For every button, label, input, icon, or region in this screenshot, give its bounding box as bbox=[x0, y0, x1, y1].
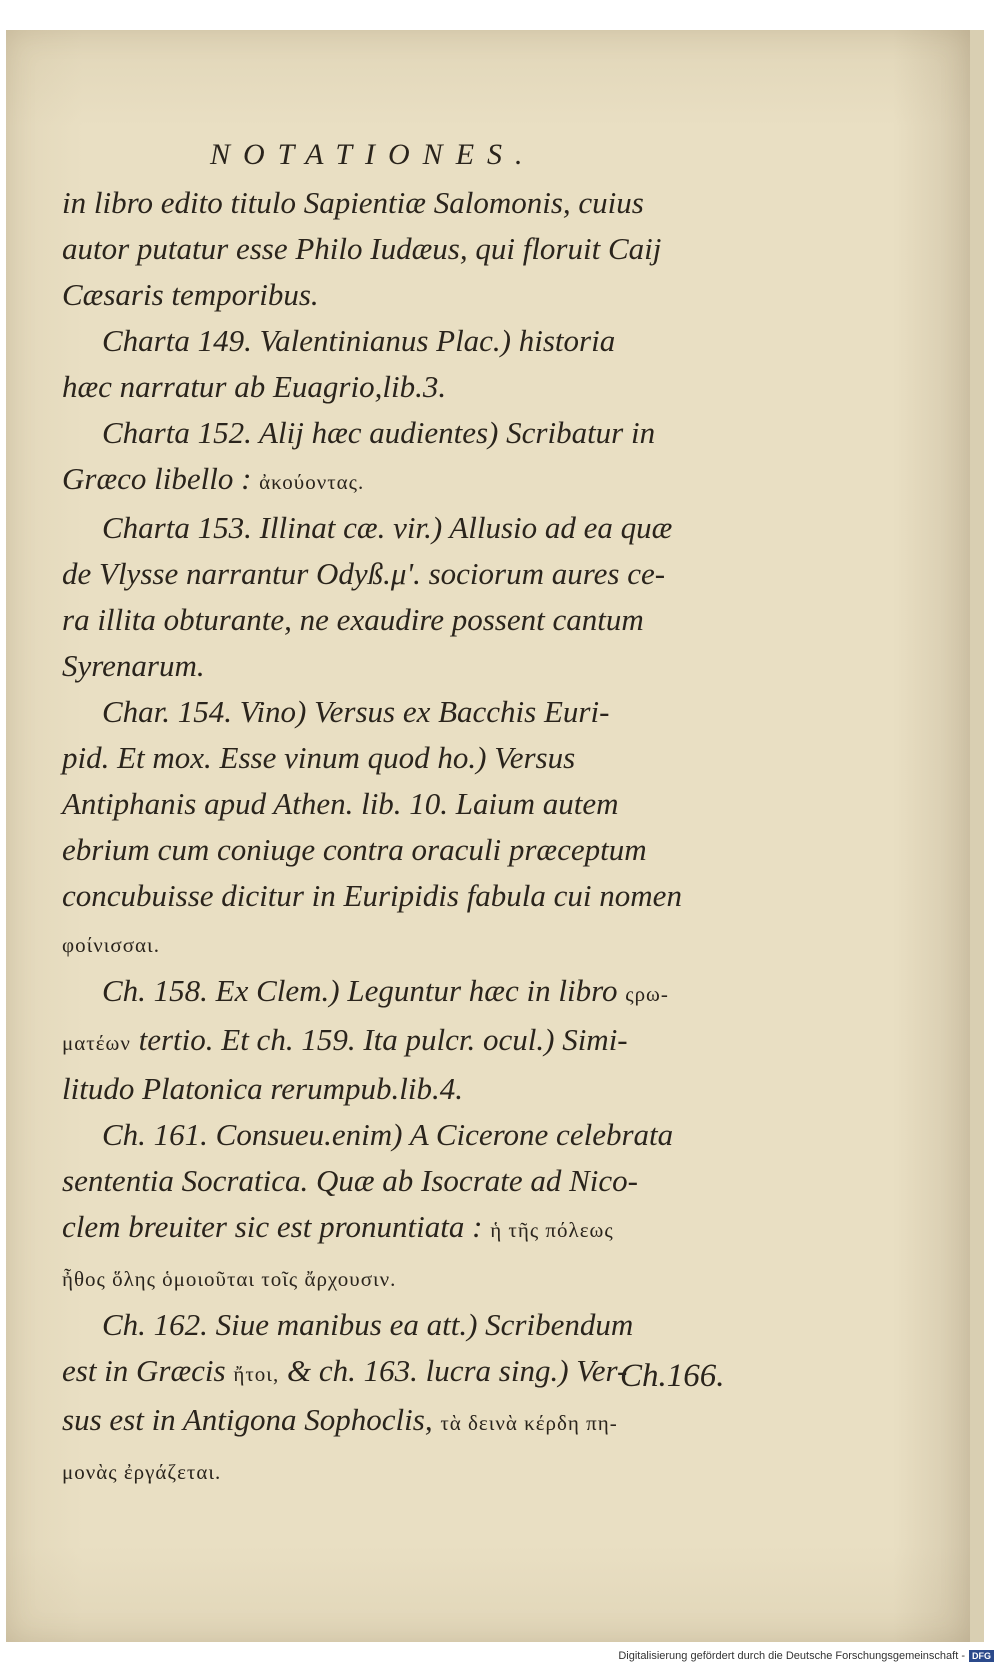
text-line: Ch. 158. Ex Clem.) Leguntur hæc in libro ςρω- bbox=[102, 973, 669, 1008]
greek-text: ἦθος ὅλης ὁμοιοῦται τοῖς ἄρχουσιν. bbox=[62, 1267, 397, 1291]
catchword: Ch.166. bbox=[620, 1358, 725, 1394]
text-line: Græco libello : ἀκούοντας. bbox=[62, 461, 365, 496]
text-line: ra illita obturante, ne exaudire possent cantum bbox=[62, 602, 644, 637]
text-line: sus est in Antigona Sophoclis, τὰ δεινὰ κέρδη πη- bbox=[62, 1402, 618, 1437]
text-line: ματέων tertio. Et ch. 159. Ita pulcr. ocul.) Simi- bbox=[62, 1022, 628, 1057]
text-line: hæc narratur ab Euagrio,lib.3. bbox=[62, 369, 447, 404]
text-line: Charta 153. Illinat cæ. vir.) Allusio ad ea quæ bbox=[102, 510, 673, 545]
greek-text: ἀκούοντας. bbox=[259, 470, 365, 494]
text-line: ebrium cum coniuge contra oraculi præceptum bbox=[62, 832, 647, 867]
greek-text: ςρω- bbox=[625, 982, 669, 1006]
dfg-logo-icon: DFG bbox=[969, 1650, 994, 1662]
text-line: autor putatur esse Philo Iudæus, qui floruit Caij bbox=[62, 231, 662, 266]
text-line bbox=[62, 919, 732, 968]
greek-text: φοίνισσαι. bbox=[62, 933, 160, 957]
text-line: Charta 149. Valentinianus Plac.) historia bbox=[102, 323, 616, 358]
text-line bbox=[62, 1253, 732, 1302]
text-line: pid. Et mox. Esse vinum quod ho.) Versus bbox=[62, 740, 576, 775]
greek-text: μονὰς ἐργάζεται. bbox=[62, 1460, 222, 1484]
text-line: Antiphanis apud Athen. lib. 10. Laium autem bbox=[62, 786, 619, 821]
credit-text: Digitalisierung gefördert durch die Deutsche Forschungsgemeinschaft - bbox=[618, 1650, 965, 1662]
greek-text: ἤτοι, bbox=[233, 1362, 280, 1386]
page-body bbox=[62, 180, 732, 1495]
text-line: litudo Platonica rerumpub.lib.4. bbox=[62, 1071, 463, 1106]
text-line: Ch. 161. Consueu.enim) A Cicerone celebrata bbox=[102, 1117, 674, 1152]
text-line: Charta 152. Alij hæc audientes) Scribatur in bbox=[102, 415, 656, 450]
text-line: de Vlysse narrantur Odyß.μ'. sociorum aures ce- bbox=[62, 556, 666, 591]
greek-text: τὰ δεινὰ κέρδη πη- bbox=[440, 1411, 618, 1435]
text-line: est in Græcis ἤτοι, & ch. 163. lucra sing.) Ver- bbox=[62, 1353, 628, 1388]
text-line bbox=[62, 1446, 732, 1495]
text-line: in libro edito titulo Sapientiæ Salomonis, cuius bbox=[62, 185, 644, 220]
text-line: Cæsaris temporibus. bbox=[62, 277, 319, 312]
greek-text: ἡ τῆς πόλεως bbox=[490, 1218, 614, 1242]
greek-text: ματέων bbox=[62, 1031, 131, 1055]
text-line: sententia Socratica. Quæ ab Isocrate ad Nico- bbox=[62, 1163, 638, 1198]
text-line: clem breuiter sic est pronuntiata : ἡ τῆς πόλεως bbox=[62, 1209, 614, 1244]
running-title: NOTATIONES. bbox=[210, 138, 536, 171]
text-line: Syrenarum. bbox=[62, 648, 205, 683]
text-line: concubuisse dicitur in Euripidis fabula cui nomen bbox=[62, 878, 682, 913]
digitization-credit bbox=[618, 1650, 994, 1662]
text-line: Ch. 162. Siue manibus ea att.) Scribendum bbox=[102, 1307, 634, 1342]
text-line: Char. 154. Vino) Versus ex Bacchis Euri- bbox=[102, 694, 610, 729]
